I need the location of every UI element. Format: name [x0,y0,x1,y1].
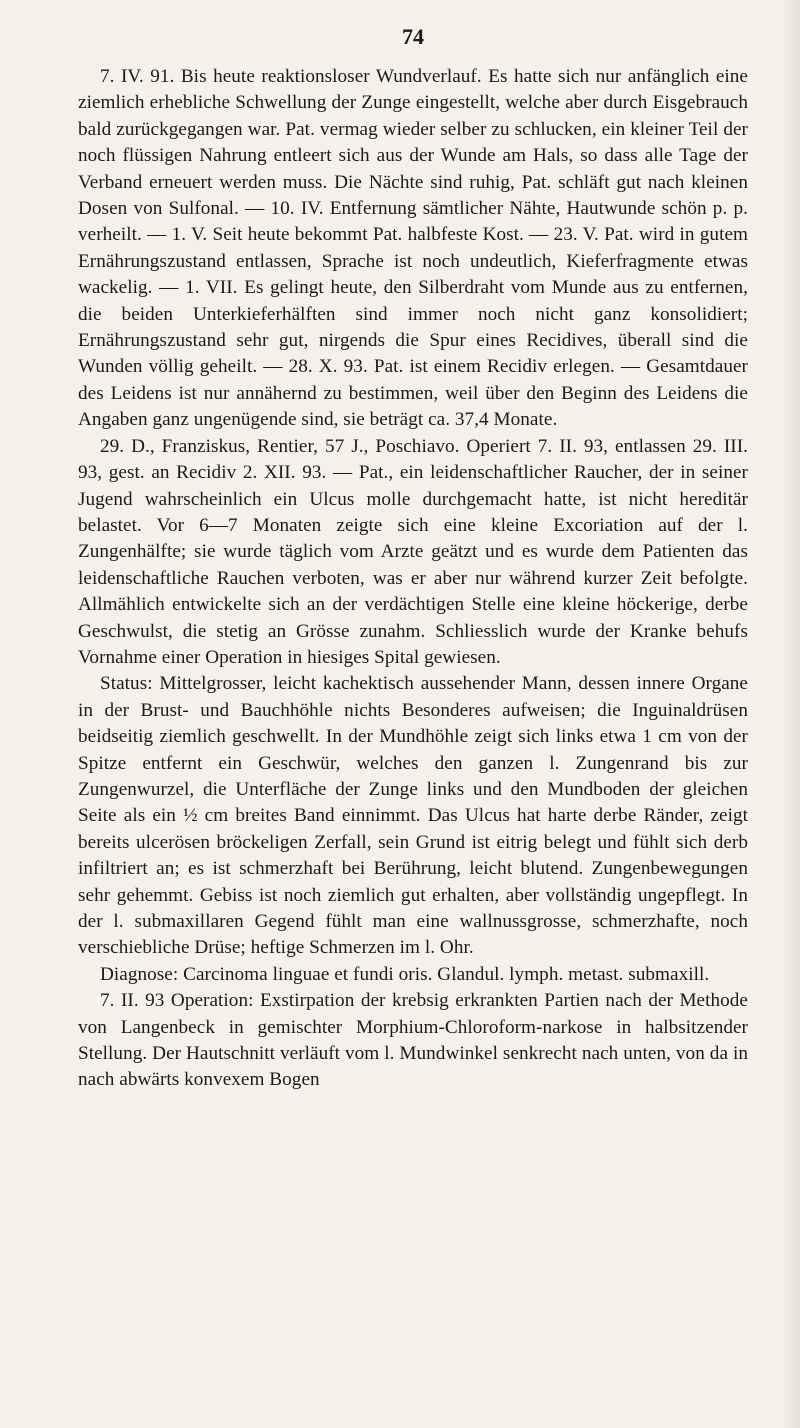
page-number: 74 [402,24,424,49]
paragraph-case-29-history: 29. D., Franziskus, Rentier, 57 J., Poschiavo. Operiert 7. II. 93, entlassen 29. III. 93, gest. an Recidiv 2. XII. 93. — Pat., ein leidenschaftlicher Raucher, der in seiner Jugend wahrscheinlich ein Ulcus molle durchgemacht hatte, ist nicht hereditär belastet. Vor 6—7 Monaten zeigte sich eine kleine Excoriation auf der l. Zungenhälfte; sie wurde täglich vom Arzte geätzt und es wurde dem Patienten das leidenschaftliche Rauchen verboten, was er aber nur während kurzer Zeit befolgte. Allmählich entwickelte sich an der verdächtigen Stelle eine kleine höckerige, derbe Geschwulst, die stetig an Grösse zunahm. Schliesslich wurde der Kranke behufs Vornahme einer Operation in hiesiges Spital gewiesen. [78,435,748,668]
paragraph-case-28-course: 7. IV. 91. Bis heute reaktionsloser Wundverlauf. Es hatte sich nur anfänglich eine ziemlich erhebliche Schwellung der Zunge eingestellt, welche aber durch Eisgebrauch bald zurückgegangen war. Pat. vermag wieder selber zu schlucken, ein kleiner Teil der noch flüssigen Nahrung entleert sich aus der Wunde am Hals, so dass alle Tage der Verband erneuert werden muss. Die Nächte sind ruhig, Pat. schläft gut nach kleinen Dosen von Sulfonal. — 10. IV. Entfernung sämtlicher Nähte, Hautwunde schön p. p. verheilt. — 1. V. Seit heute bekommt Pat. halbfeste Kost. — 23. V. Pat. wird in gutem Ernährungszustand entlassen, Sprache ist noch undeutlich, Kieferfragmente etwas wackelig. — 1. VII. Es gelingt heute, den Silberdraht vom Munde aus zu entfernen, die beiden Unterkieferhälften sind immer noch nicht ganz konsolidiert; Ernährungszustand sehr gut, nirgends die Spur eines Recidives, überall sind die Wunden völlig geheilt. — 28. X. 93. Pat. ist einem Recidiv erlegen. — Gesamtdauer des Leidens ist nur annähernd zu bestimmen, weil über den Beginn des Leidens die Angaben ganz ungenügende sind, sie beträgt ca. 37,4 Monate. [78,66,748,431]
paragraph-operation: 7. II. 93 Operation: Exstirpation der krebsig erkrankten Partien nach der Methode von Langenbeck in gemischter Morphium-Chloroform-narkose in halbsitzender Stellung. Der Hautschnitt verläuft vom l. Mundwinkel senkrecht nach unten, von da in nach abwärts konvexem Bogen [78,990,748,1091]
paragraph-status: Status: Mittelgrosser, leicht kachektisch aussehender Mann, dessen innere Organe in der Brust- und Bauchhöhle nichts Besonderes aufweisen; die Inguinaldrüsen beidseitig ziemlich geschwellt. In der Mundhöhle zeigt sich links etwa 1 cm von der Spitze entfernt ein Geschwür, welches den ganzen l. Zungenrand bis zur Zungenwurzel, die Unterfläche der Zunge links und den Mundboden der gleichen Seite als ein ½ cm breites Band einnimmt. Das Ulcus hat harte derbe Ränder, zeigt bereits ulcerösen bröckeligen Zerfall, sein Grund ist eitrig belegt und fühlt sich derb infiltriert an; es ist schmerzhaft bei Berührung, leicht blutend. Zungenbewegungen sehr gehemmt. Gebiss ist noch ziemlich gut erhalten, aber vollständig ungepflegt. In der l. submaxillaren Gegend fühlt man eine wallnussgrosse, schmerzhafte, noch verschiebliche Drüse; heftige Schmerzen im l. Ohr. [78,673,748,959]
body-text [78,64,748,1094]
page-edge-shadow [782,0,800,1428]
paragraph-diagnosis: Diagnose: Carcinoma linguae et fundi oris. Glandul. lymph. metast. submaxill. [100,963,710,985]
